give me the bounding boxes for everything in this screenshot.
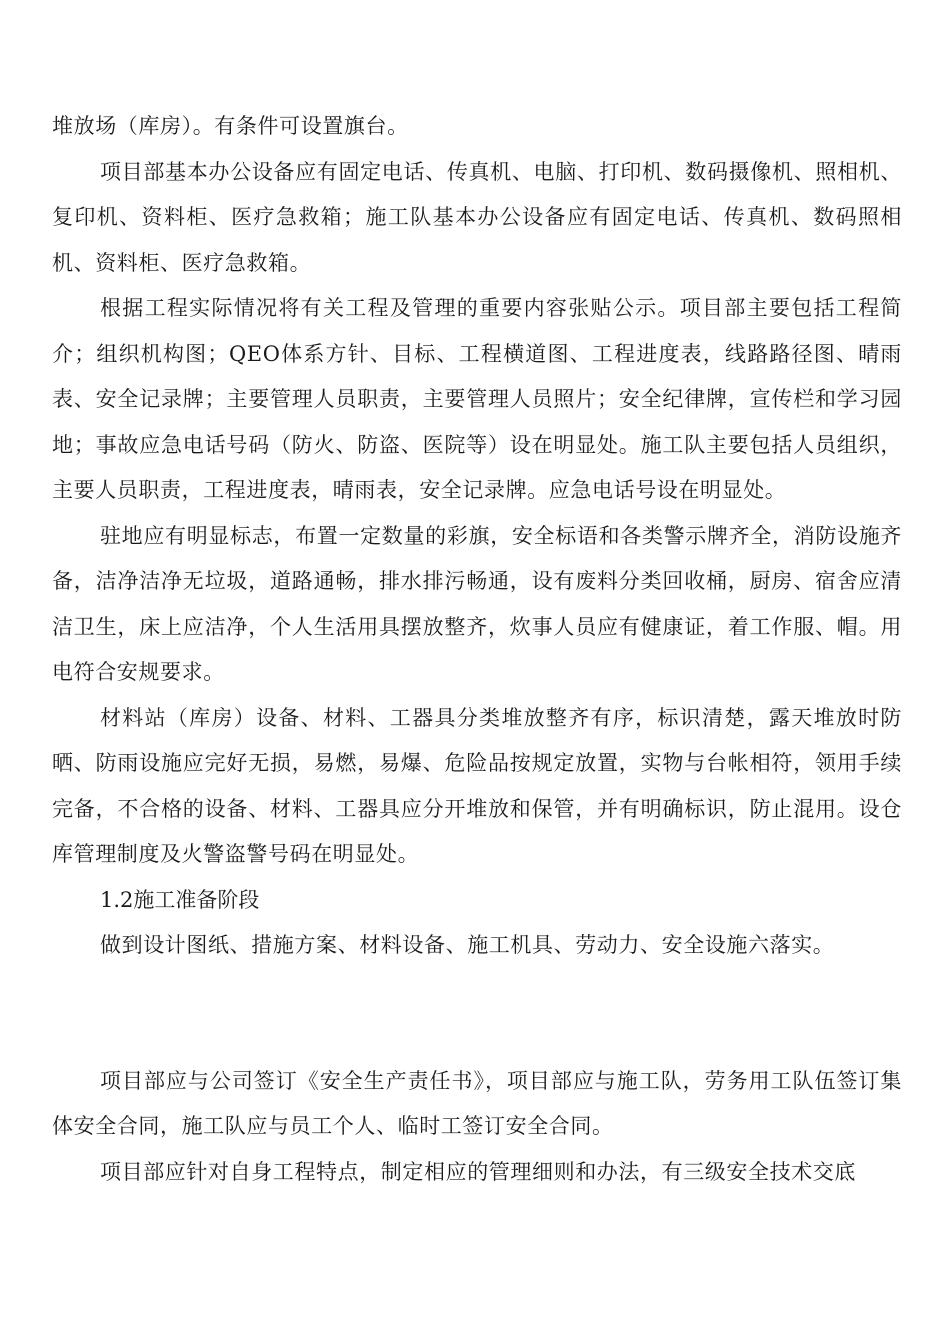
paragraph-office-equipment: 项目部基本办公设备应有固定电话、传真机、电脑、打印机、数码摄像机、照相机、复印机、资料柜、医疗急救箱；施工队基本办公设备应有固定电话、传真机、数码照相机、资料柜、医疗急救箱。: [52, 159, 902, 275]
section-heading: 1.2施工准备阶段: [100, 887, 260, 912]
paragraph-continuation: 堆放场（库房）。有条件可设置旗台。: [52, 114, 409, 138]
paragraph-camp-standards: 驻地应有明显标志，布置一定数量的彩旗，安全标语和各类警示牌齐全，消防设施齐备，洁净洁净无垃圾，道路通畅，排水排污畅通，设有废料分类回收桶，厨房、宿舍应清洁卫生，床上应洁净，个人生活用具摆放整齐，炊事人员应有健康证，着工作服、帽。用电符合安规要求。: [52, 523, 902, 684]
document-body: [52, 104, 902, 1195]
paragraph-material-storage: 材料站（库房）设备、材料、工器具分类堆放整齐有序，标识清楚，露天堆放时防晒、防雨设施应完好无损，易燃，易爆、危险品按规定放置，实物与台帐相符，领用手续完备，不合格的设备、材料、工器具应分开堆放和保管，并有明确标识，防止混用。设仓库管理制度及火警盗警号码在明显处。: [52, 705, 902, 866]
paragraph-public-notices: 根据工程实际情况将有关工程及管理的重要内容张贴公示。项目部主要包括工程简介；组织机构图；QEO体系方针、目标、工程横道图、工程进度表，线路路径图、晴雨表、安全记录牌；主要管理人员职责，主要管理人员照片；安全纪律牌，宣传栏和学习园地；事故应急电话号码（防火、防盗、医院等）设在明显处。施工队主要包括人员组织，主要人员职责，工程进度表，晴雨表，安全记录牌。应急电话号设在明显处。: [52, 296, 902, 502]
paragraph-management-rules: 项目部应针对自身工程特点，制定相应的管理细则和办法，有三级安全技术交底: [100, 1159, 856, 1184]
blank-gap: [52, 969, 902, 1059]
section-intro: 做到设计图纸、措施方案、材料设备、施工机具、劳动力、安全设施六落实。: [100, 933, 835, 957]
paragraph-safety-contracts: 项目部应与公司签订《安全生产责任书》，项目部应与施工队，劳务用工队伍签订集体安全合同，施工队应与员工个人、临时工签订安全合同。: [52, 1068, 902, 1138]
